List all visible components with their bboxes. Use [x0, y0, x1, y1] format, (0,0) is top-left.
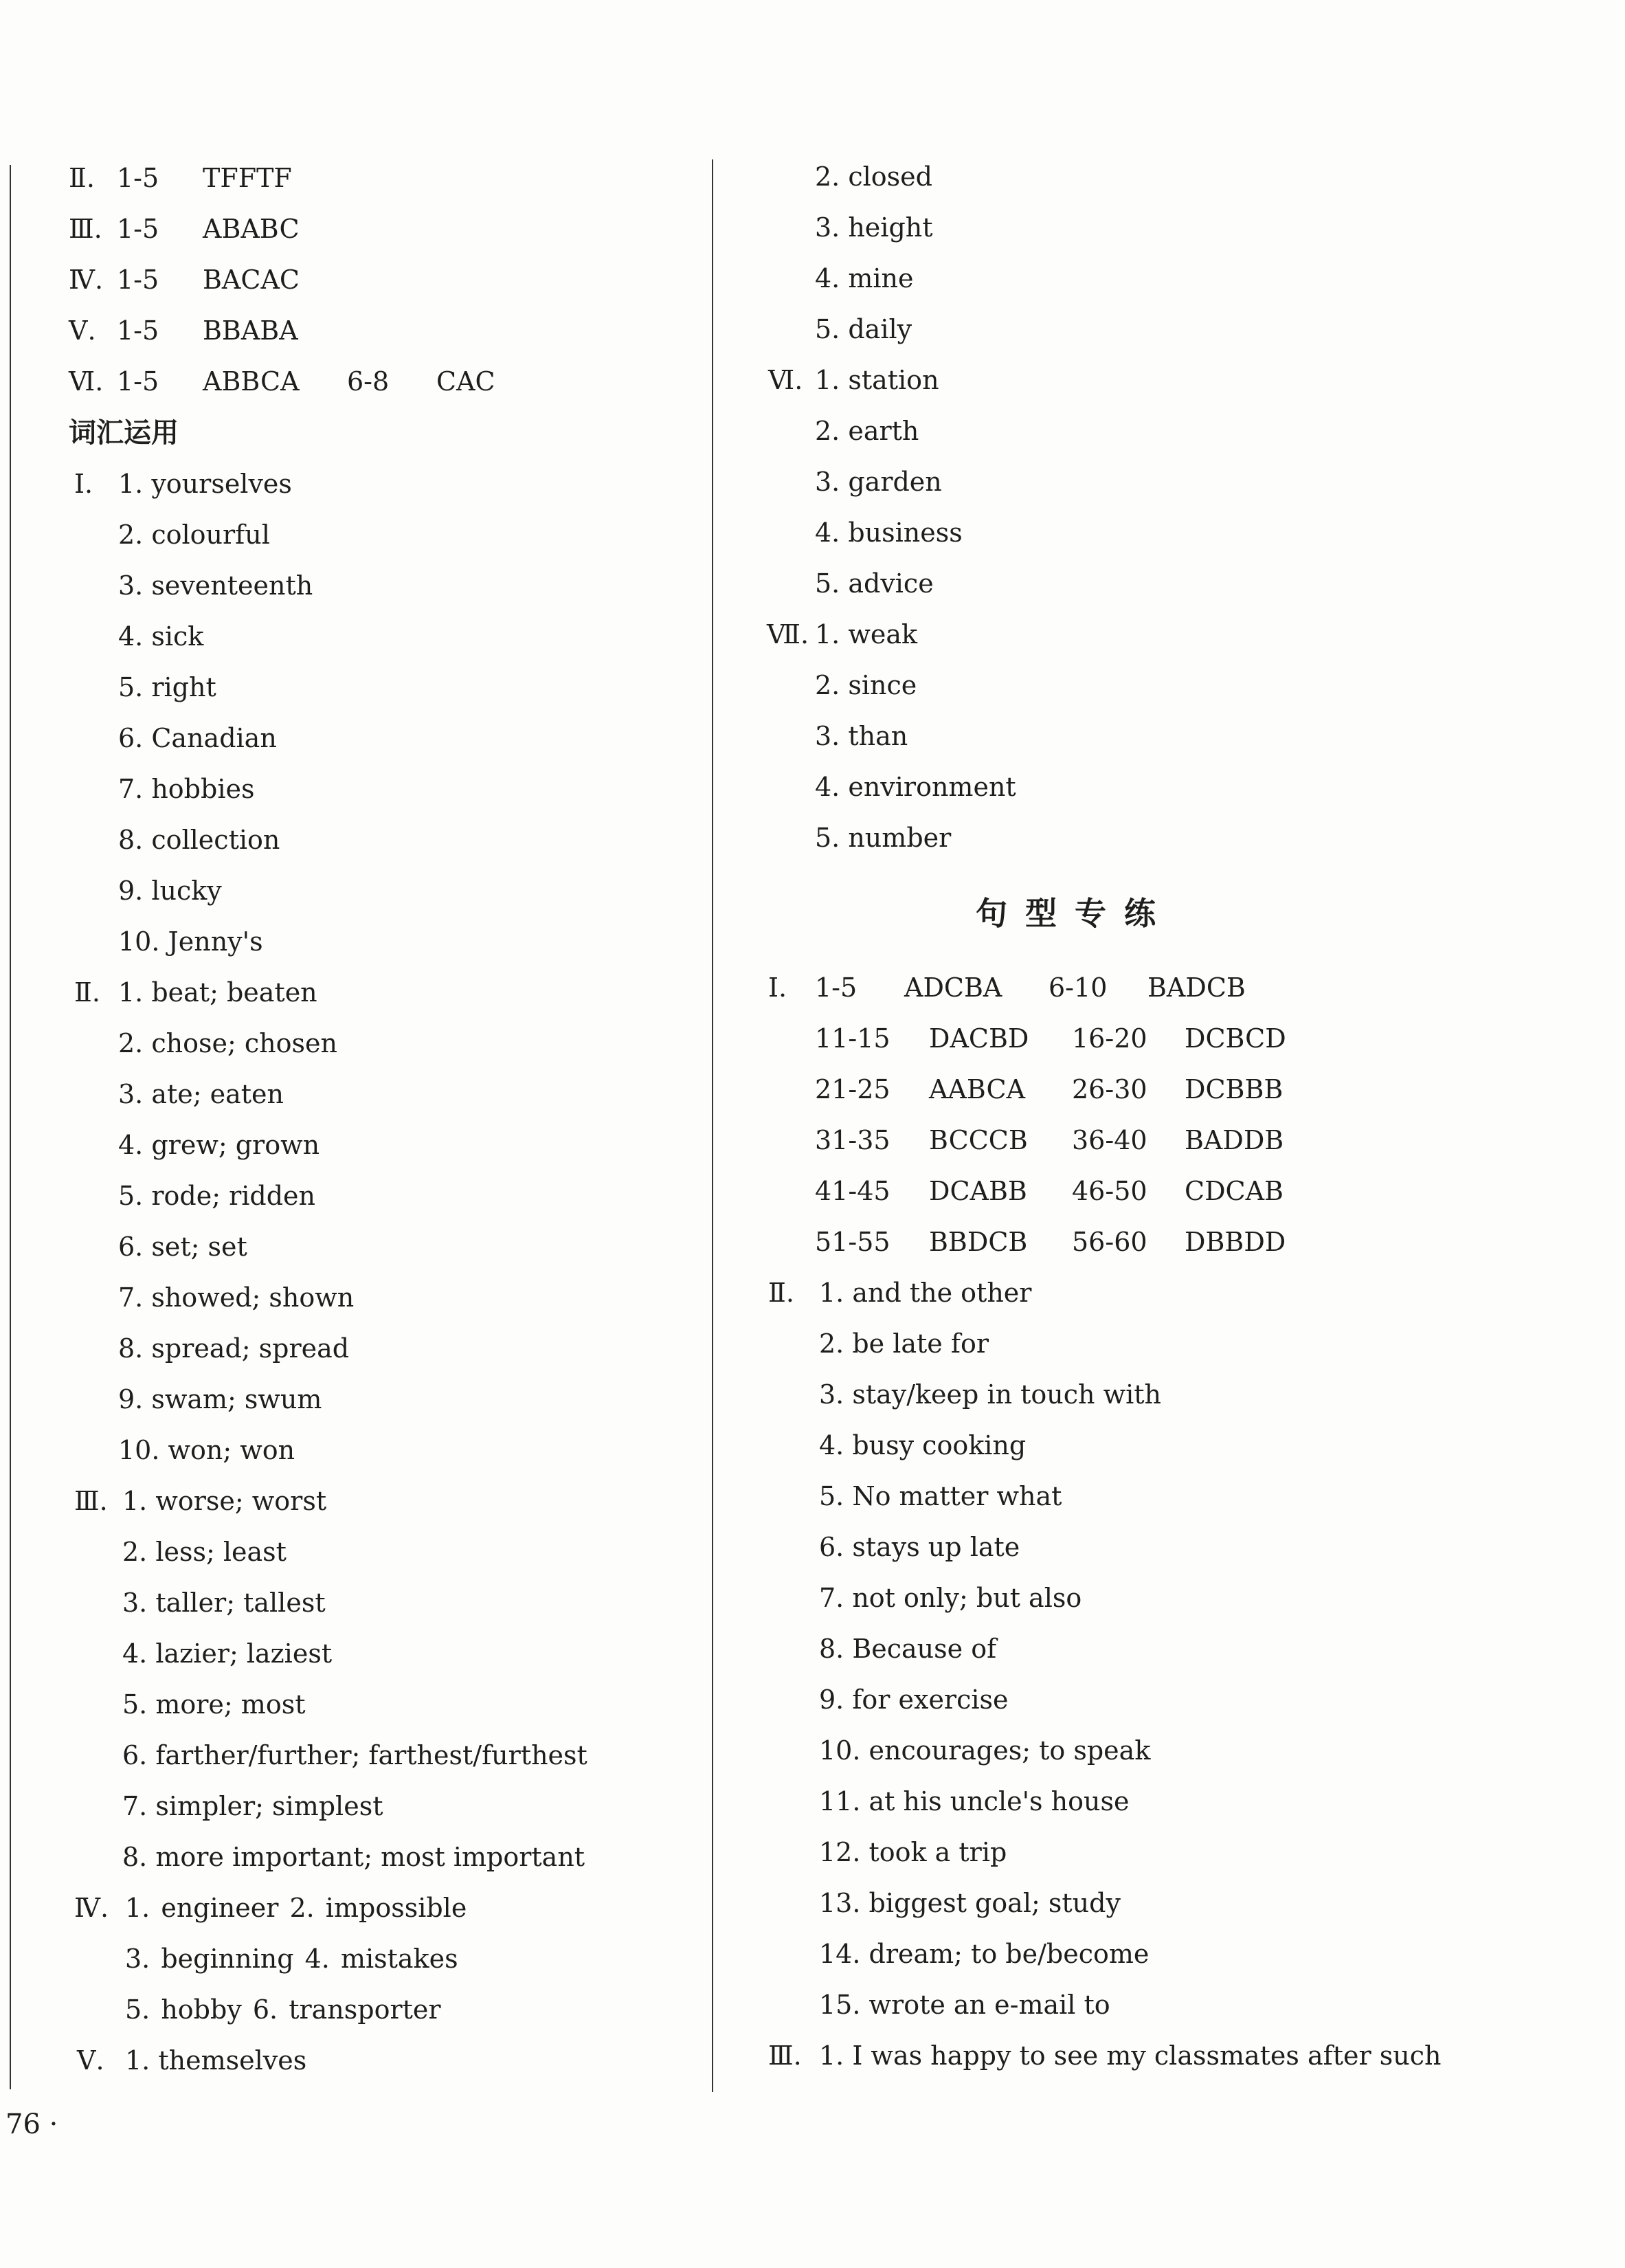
list-item: 8. Because of — [819, 1634, 997, 1664]
list-item: 5. advice — [815, 568, 934, 599]
section-label: Ⅲ. — [768, 2041, 802, 2071]
list-item: 1. engineer 2. impossible — [125, 1893, 467, 1923]
list-item: 5. right — [118, 672, 216, 702]
answer-row: Ⅵ. 1-5 ABBCA 6-8 CAC — [69, 366, 495, 397]
answer-row: 41-45 DCABB 46-50 CDCAB — [815, 1176, 1284, 1206]
list-item: 3. seventeenth — [118, 570, 313, 601]
list-item: 8. collection — [118, 825, 280, 855]
list-item: 3. taller; tallest — [122, 1588, 326, 1618]
list-item: 2. closed — [815, 162, 932, 192]
section-label: Ⅴ. — [77, 2045, 104, 2076]
page-number: 76 · — [5, 2109, 58, 2140]
list-item: 13. biggest goal; study — [819, 1888, 1121, 1918]
list-item: 1. yourselves — [118, 469, 292, 499]
list-item: 3. beginning 4. mistakes — [125, 1944, 458, 1974]
list-item: 3. stay/keep in touch with — [819, 1379, 1162, 1410]
list-item: 6. set; set — [118, 1232, 247, 1262]
list-item: 5. daily — [815, 314, 912, 344]
list-item: 11. at his uncle's house — [819, 1786, 1130, 1816]
list-item: 4. business — [815, 518, 963, 548]
list-item: 3. height — [815, 212, 933, 243]
list-item: 1. weak — [815, 619, 918, 649]
list-item: 7. hobbies — [118, 774, 255, 804]
list-item: 6. stays up late — [819, 1532, 1020, 1562]
list-item: 9. for exercise — [819, 1685, 1009, 1715]
list-item: 4. busy cooking — [819, 1430, 1027, 1460]
list-item: 7. not only; but also — [819, 1583, 1082, 1613]
section-title: 句型专练 — [976, 895, 1174, 932]
list-item: 5. rode; ridden — [118, 1181, 316, 1211]
section-label: Ⅰ. — [74, 469, 93, 499]
list-item: 3. than — [815, 721, 908, 751]
section-label: Ⅲ. — [74, 1486, 108, 1516]
list-item: 12. took a trip — [819, 1837, 1007, 1867]
list-item: 15. wrote an e-mail to — [819, 1990, 1110, 2020]
list-item: 2. less; least — [122, 1537, 287, 1567]
list-item: 2. colourful — [118, 520, 270, 550]
answer-row: 51-55 BBDCB 56-60 DBBDD — [815, 1227, 1286, 1257]
list-item: 6. farther/further; farthest/furthest — [122, 1740, 587, 1770]
list-item: 1. I was happy to see my classmates after such — [819, 2041, 1442, 2071]
list-item: 8. spread; spread — [118, 1333, 350, 1364]
list-item: 1. beat; beaten — [118, 977, 317, 1008]
list-item: 10. encourages; to speak — [819, 1735, 1151, 1766]
list-item: 5. number — [815, 823, 952, 853]
list-item: 2. since — [815, 670, 917, 700]
list-item: 8. more important; most important — [122, 1842, 585, 1872]
list-item: 3. garden — [815, 467, 942, 497]
section-label: Ⅱ. — [74, 977, 100, 1008]
list-item: 4. sick — [118, 621, 204, 652]
section-label: Ⅵ. — [768, 365, 803, 395]
list-item: 3. ate; eaten — [118, 1079, 284, 1109]
answer-row: Ⅳ. 1-5 BACAC — [69, 265, 300, 295]
list-item: 1. themselves — [125, 2045, 307, 2076]
section-heading: 词汇运用 — [69, 417, 179, 449]
list-item: 4. lazier; laziest — [122, 1638, 333, 1669]
list-item: 1. worse; worst — [122, 1486, 327, 1516]
section-label: Ⅰ. — [768, 972, 787, 1003]
list-item: 9. lucky — [118, 876, 222, 906]
list-item: 2. chose; chosen — [118, 1028, 337, 1058]
list-item: 6. Canadian — [118, 723, 277, 753]
list-item: 1. and the other — [819, 1278, 1032, 1308]
list-item: 14. dream; to be/become — [819, 1939, 1150, 1969]
list-item: 5. hobby 6. transporter — [125, 1994, 441, 2025]
section-label: Ⅱ. — [768, 1278, 794, 1308]
left-margin-rule — [10, 165, 11, 2089]
list-item: 5. more; most — [122, 1689, 306, 1720]
list-item: 10. Jenny's — [118, 926, 263, 957]
answer-row: 1-5 ADCBA 6-10 BADCB — [815, 972, 1246, 1003]
list-item: 10. won; won — [118, 1435, 295, 1465]
list-item: 9. swam; swum — [118, 1384, 322, 1414]
list-item: 2. earth — [815, 416, 919, 446]
answer-row: Ⅲ. 1-5 ABABC — [69, 214, 300, 244]
section-label: Ⅶ. — [767, 619, 809, 649]
answer-row: Ⅴ. 1-5 BBABA — [69, 315, 298, 346]
list-item: 5. No matter what — [819, 1481, 1062, 1511]
section-label: Ⅳ. — [74, 1893, 109, 1923]
list-item: 2. be late for — [819, 1328, 989, 1359]
list-item: 4. environment — [815, 772, 1016, 802]
list-item: 7. simpler; simplest — [122, 1791, 383, 1821]
answer-row: Ⅱ. 1-5 TFFTF — [69, 163, 292, 193]
column-divider — [712, 159, 713, 2092]
list-item: 7. showed; shown — [118, 1282, 355, 1313]
answer-row: 21-25 AABCA 26-30 DCBBB — [815, 1074, 1284, 1104]
answer-row: 31-35 BCCCB 36-40 BADDB — [815, 1125, 1284, 1155]
list-item: 1. station — [815, 365, 939, 395]
answer-row: 11-15 DACBD 16-20 DCBCD — [815, 1023, 1286, 1054]
list-item: 4. mine — [815, 263, 914, 293]
list-item: 4. grew; grown — [118, 1130, 320, 1160]
